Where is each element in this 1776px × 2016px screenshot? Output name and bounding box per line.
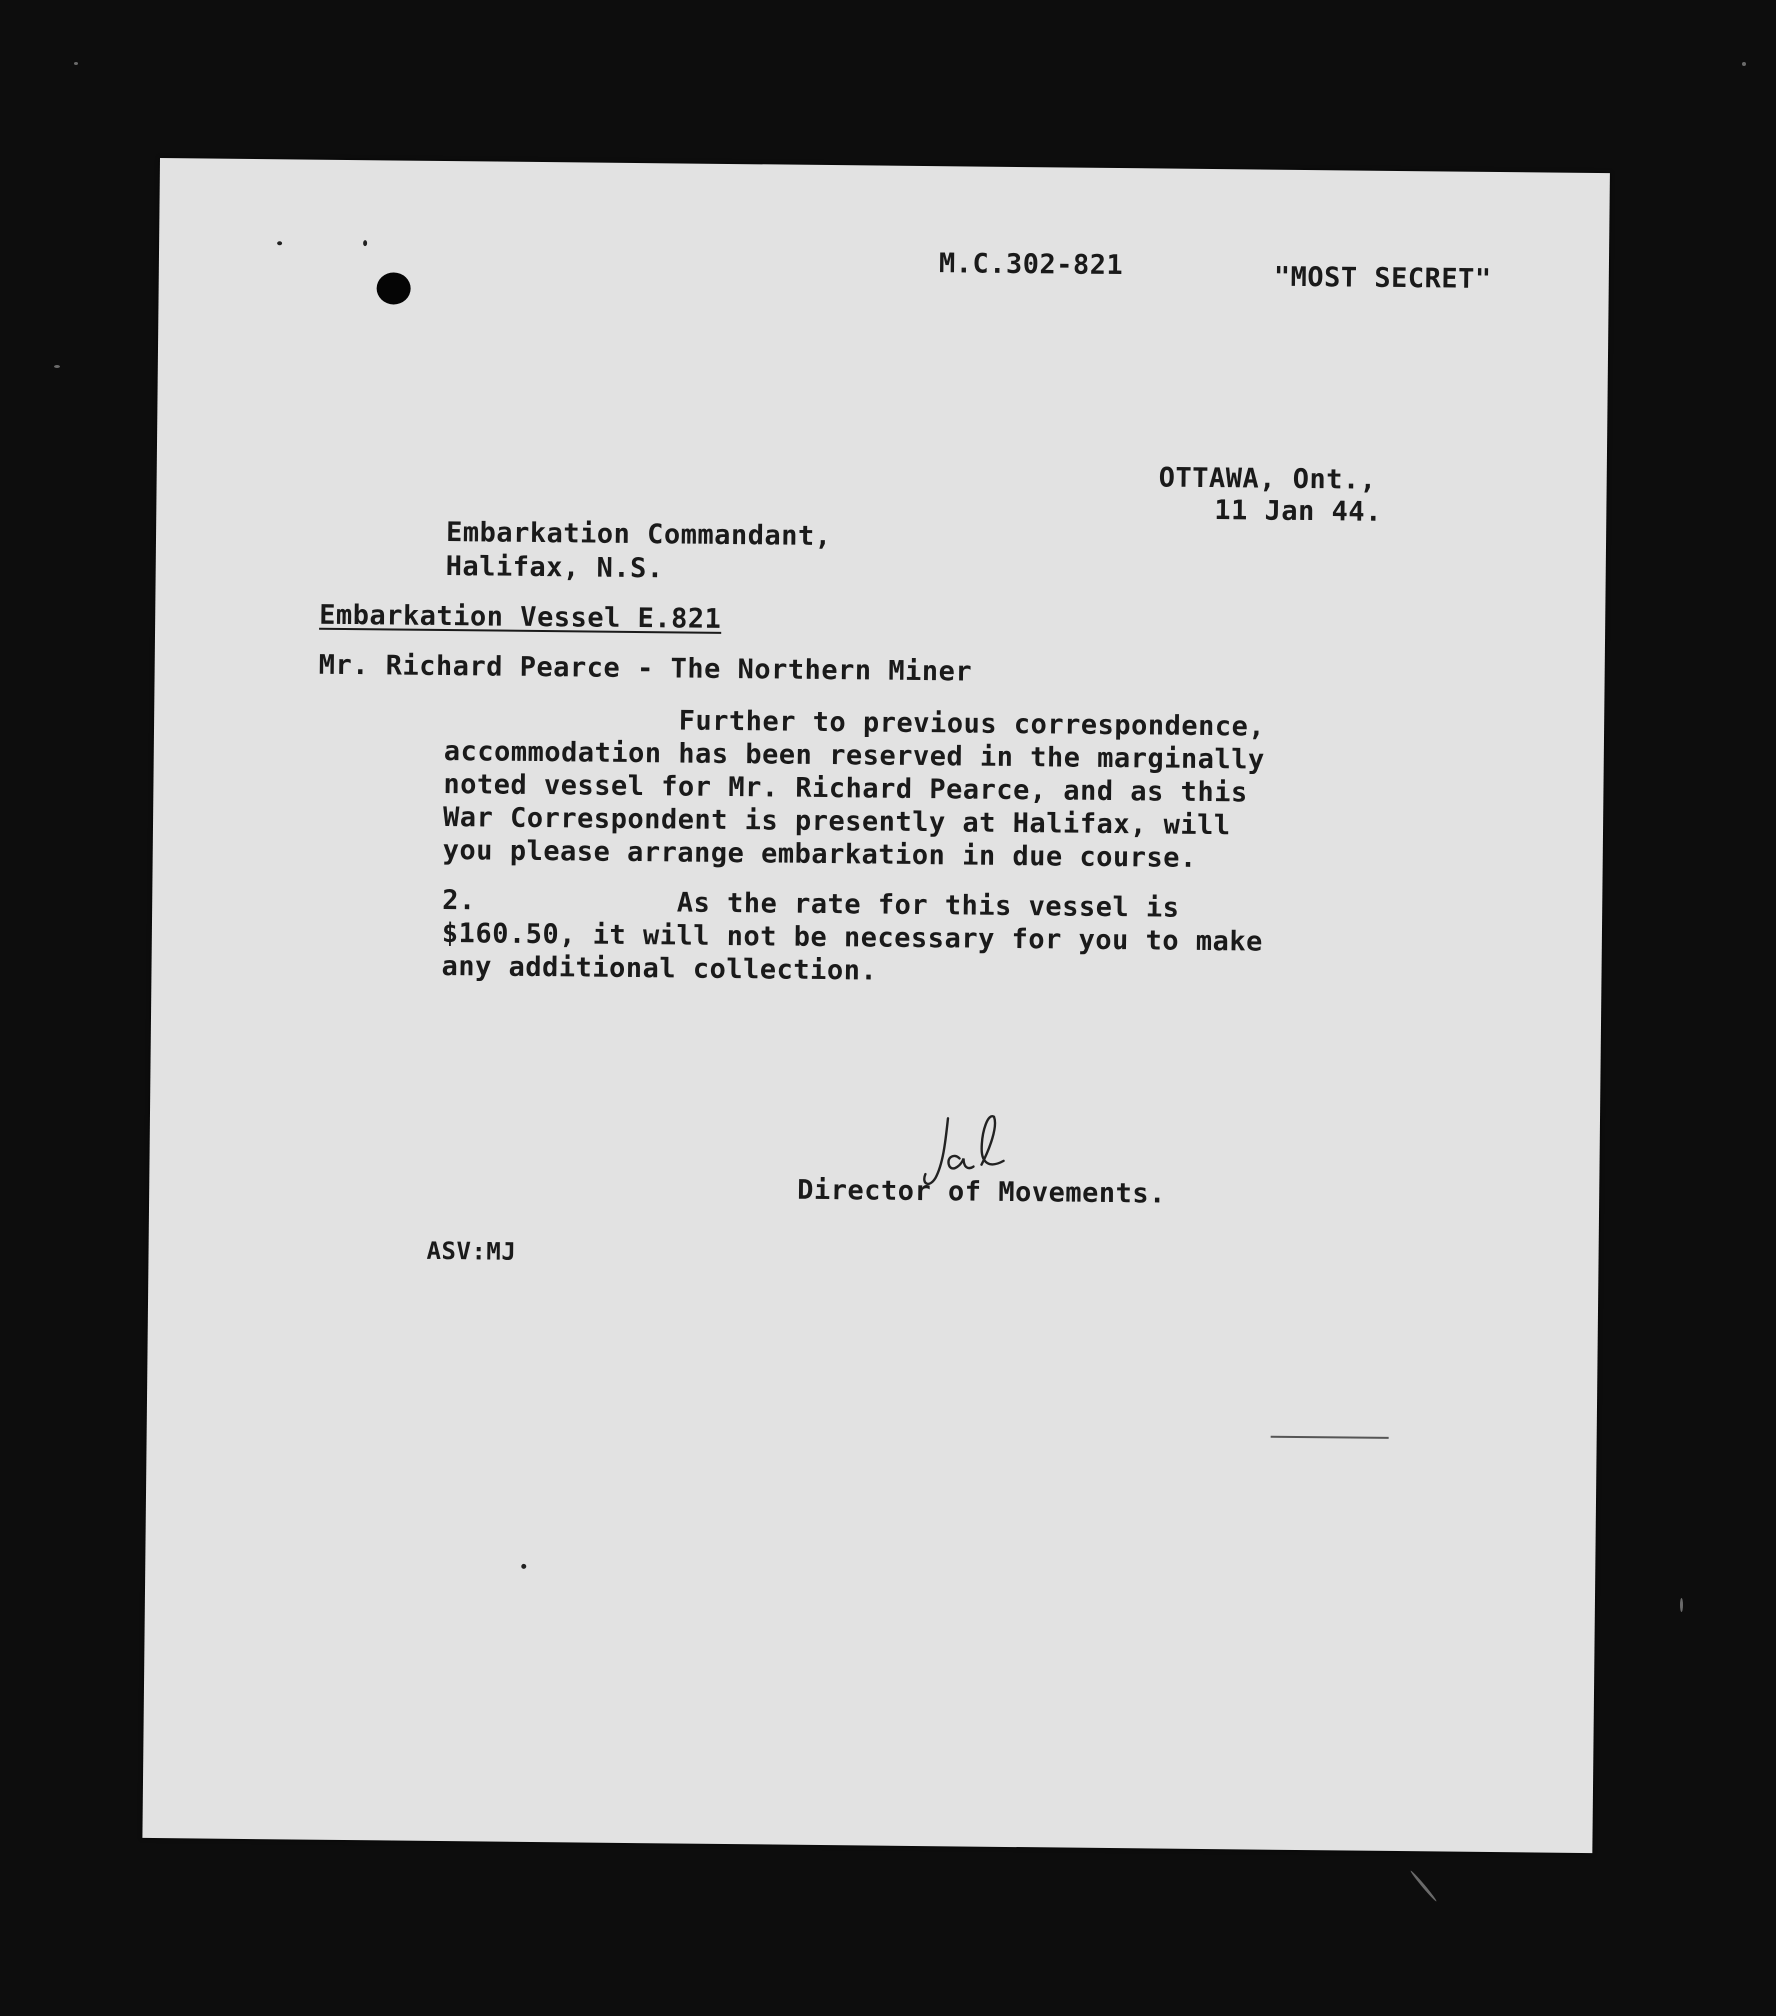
addressee-location: Halifax, N.S. — [445, 551, 664, 585]
date-line: 11 Jan 44. — [1214, 495, 1383, 528]
classification-marking: "MOST SECRET" — [1273, 261, 1492, 295]
body-line: War Correspondent is presently at Halifax, will — [442, 802, 1231, 842]
signatory-title: Director of Movements. — [797, 1174, 1166, 1210]
body-line: noted vessel for Mr. Richard Pearce, and as this — [443, 769, 1248, 809]
page-line-mark — [1271, 1436, 1389, 1439]
scan-speck — [74, 62, 78, 65]
punch-hole — [376, 272, 410, 304]
body-line: Further to previous correspondence, — [443, 703, 1266, 743]
page-mark — [363, 240, 367, 246]
page-mark — [521, 1564, 526, 1569]
file-reference: M.C.302-821 — [938, 248, 1124, 282]
body-line: accommodation has been reserved in the marginally — [443, 736, 1265, 776]
scan-speck — [1742, 62, 1746, 66]
subject-passenger: Mr. Richard Pearce - The Northern Miner — [318, 649, 973, 688]
body-line: you please arrange embarkation in due course. — [442, 834, 1197, 874]
body-line: any additional collection. — [441, 950, 878, 987]
letter-page — [142, 158, 1610, 1853]
scan-speck — [1680, 1598, 1683, 1612]
body-line: 2. As the rate for this vessel is — [442, 884, 1180, 924]
place-line: OTTAWA, Ont., — [1158, 462, 1377, 496]
reference-initials: ASV:MJ — [426, 1236, 517, 1266]
page-mark — [277, 241, 282, 245]
subject-vessel: Embarkation Vessel E.821 — [319, 599, 722, 635]
addressee-title: Embarkation Commandant, — [445, 517, 832, 553]
scan-speck — [54, 365, 60, 368]
scan-speck — [1409, 1870, 1437, 1903]
body-line: $160.50, it will not be necessary for you to make — [441, 917, 1264, 958]
